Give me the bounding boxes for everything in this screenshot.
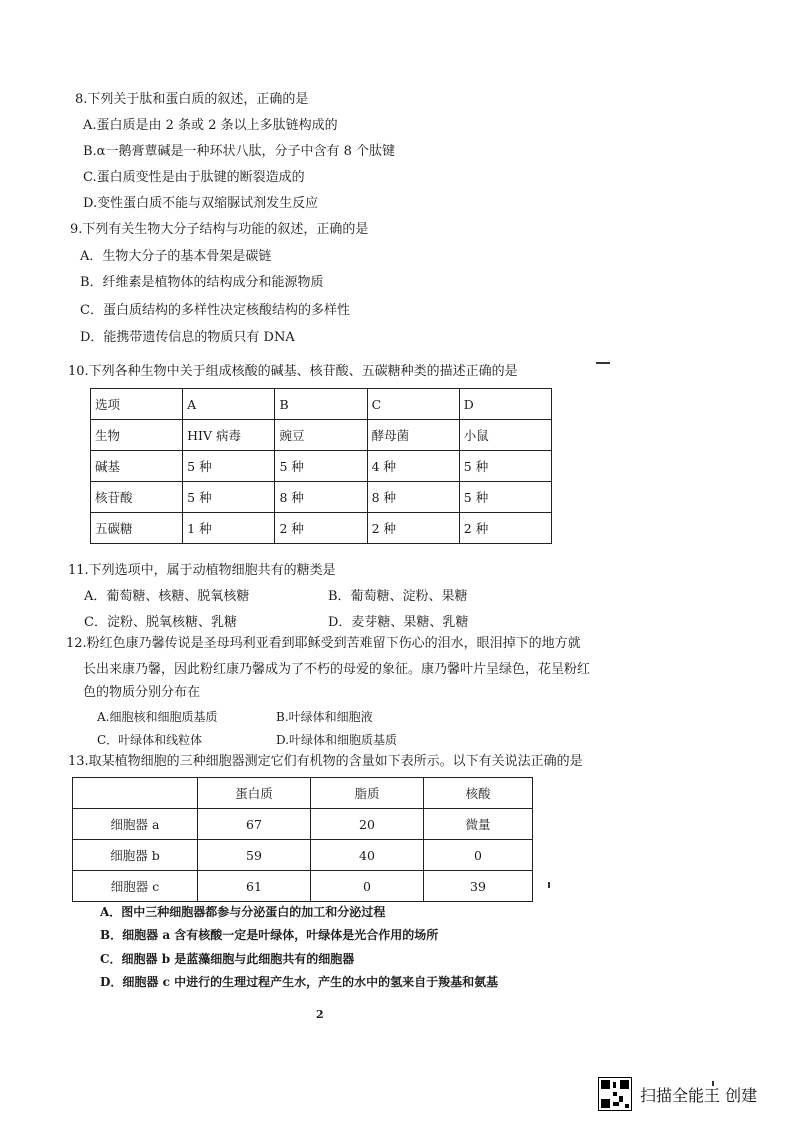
table-cell: 5 种: [275, 451, 367, 482]
q10-table: [90, 388, 552, 544]
q9-option-a: A．生物大分子的基本骨架是碳链: [80, 249, 272, 264]
q9-stem: 9.下列有关生物大分子结构与功能的叙述，正确的是: [70, 222, 369, 237]
q12-stem-line-3: 色的物质分别分布在: [83, 685, 201, 700]
table-cell: 核酸: [424, 778, 533, 809]
table-cell: 5 种: [459, 451, 551, 482]
q11-option-d: D．麦芽糖、果糖、乳糖: [328, 615, 469, 630]
q9-option-d: D．能携带遗传信息的物质只有 DNA: [80, 330, 295, 345]
table-cell: 细胞器 b: [73, 840, 198, 871]
scanner-watermark: [598, 1077, 757, 1111]
q8-option-d: D.变性蛋白质不能与双缩脲试剂发生反应: [83, 196, 319, 211]
q13-option-b: B．细胞器 a 含有核酸一定是叶绿体，叶绿体是光合作用的场所: [100, 928, 439, 942]
table-cell: 39: [424, 871, 533, 902]
table-cell: 0: [311, 871, 424, 902]
scan-speck: [548, 882, 550, 888]
q12-option-d: D.叶绿体和细胞质基质: [276, 733, 398, 747]
table-row: [91, 389, 552, 420]
q12-stem-line-1: 12.粉红色康乃馨传说是圣母玛利亚看到耶稣受到苦难留下伤心的泪水，眼泪掉下的地方就: [66, 636, 581, 651]
table-row: [91, 420, 552, 451]
table-cell: 5 种: [183, 451, 275, 482]
table-cell: 5 种: [183, 482, 275, 513]
table-row: [91, 513, 552, 544]
q8-option-a: A.蛋白质是由 2 条或 2 条以上多肽链构成的: [83, 118, 338, 133]
q11-option-a: A．葡萄糖、核糖、脱氧核糖: [84, 589, 250, 604]
table-cell: 59: [198, 840, 311, 871]
scanner-brand-text: 扫描全能王 创建: [640, 1085, 758, 1105]
table-cell: 4 种: [367, 451, 459, 482]
q12-option-c: C．叶绿体和线粒体: [97, 733, 203, 747]
table-row: [73, 871, 533, 902]
table-cell: 核苷酸: [91, 482, 183, 513]
table-cell: 碱基: [91, 451, 183, 482]
table-row: [73, 778, 533, 809]
table-cell: C: [367, 389, 459, 420]
q12-option-b: B.叶绿体和细胞液: [276, 710, 373, 724]
q13-option-a: A．图中三种细胞器都参与分泌蛋白的加工和分泌过程: [100, 905, 386, 919]
table-cell: 豌豆: [275, 420, 367, 451]
q13-option-d: D．细胞器 c 中进行的生理过程产生水，产生的水中的氢来自于羧基和氨基: [100, 975, 499, 989]
table-cell: 5 种: [459, 482, 551, 513]
q13-table: [72, 777, 533, 902]
table-cell: HIV 病毒: [183, 420, 275, 451]
table-row: [73, 809, 533, 840]
table-cell: 选项: [91, 389, 183, 420]
table-cell: 微量: [424, 809, 533, 840]
table-cell: 20: [311, 809, 424, 840]
qr-code-icon: [598, 1077, 632, 1111]
q12-stem-line-2: 长出来康乃馨，因此粉红康乃馨成为了不朽的母爱的象征。康乃馨叶片呈绿色，花呈粉红: [83, 662, 591, 677]
table-cell: 蛋白质: [198, 778, 311, 809]
table-cell: 生物: [91, 420, 183, 451]
table-cell: 酵母菌: [367, 420, 459, 451]
table-cell: 67: [198, 809, 311, 840]
q11-option-b: B．葡萄糖、淀粉、果糖: [328, 589, 468, 604]
table-cell: 40: [311, 840, 424, 871]
q10-stem: 10.下列各种生物中关于组成核酸的碱基、核苷酸、五碳糖种类的描述正确的是: [68, 364, 518, 379]
scan-speck: [596, 362, 610, 364]
q13-option-c: C．细胞器 b 是蓝藻细胞与此细胞共有的细胞器: [100, 952, 355, 966]
table-cell: 2 种: [367, 513, 459, 544]
table-row: [73, 840, 533, 871]
table-cell: 1 种: [183, 513, 275, 544]
table-cell: 61: [198, 871, 311, 902]
table-cell: 8 种: [367, 482, 459, 513]
q8-option-c: C.蛋白质变性是由于肽键的断裂造成的: [83, 170, 305, 185]
table-cell: 8 种: [275, 482, 367, 513]
table-cell: 2 种: [459, 513, 551, 544]
table-cell: A: [183, 389, 275, 420]
table-cell: 五碳糖: [91, 513, 183, 544]
table-cell: D: [459, 389, 551, 420]
q8-option-b: B.α一鹅膏蕈碱是一种环状八肽，分子中含有 8 个肽键: [83, 144, 396, 159]
table-cell: B: [275, 389, 367, 420]
q9-option-b: B．纤维素是植物体的结构成分和能源物质: [80, 275, 324, 290]
q11-option-c: C．淀粉、脱氧核糖、乳糖: [84, 615, 237, 630]
table-row: [91, 451, 552, 482]
table-cell: 细胞器 a: [73, 809, 198, 840]
q12-option-a: A.细胞核和细胞质基质: [97, 710, 218, 724]
q9-option-c: C．蛋白质结构的多样性决定核酸结构的多样性: [80, 303, 350, 318]
table-cell: 脂质: [311, 778, 424, 809]
table-cell: 细胞器 c: [73, 871, 198, 902]
table-cell: 小鼠: [459, 420, 551, 451]
page-number: 2: [316, 1008, 324, 1021]
q11-stem: 11.下列选项中，属于动植物细胞共有的糖类是: [68, 563, 336, 578]
table-row: [91, 482, 552, 513]
table-cell: 0: [424, 840, 533, 871]
table-cell: 2 种: [275, 513, 367, 544]
table-cell: [73, 778, 198, 809]
q8-stem: 8.下列关于肽和蛋白质的叙述，正确的是: [75, 92, 309, 107]
q13-stem: 13.取某植物细胞的三种细胞器测定它们有机物的含量如下表所示。以下有关说法正确的是: [68, 754, 583, 769]
